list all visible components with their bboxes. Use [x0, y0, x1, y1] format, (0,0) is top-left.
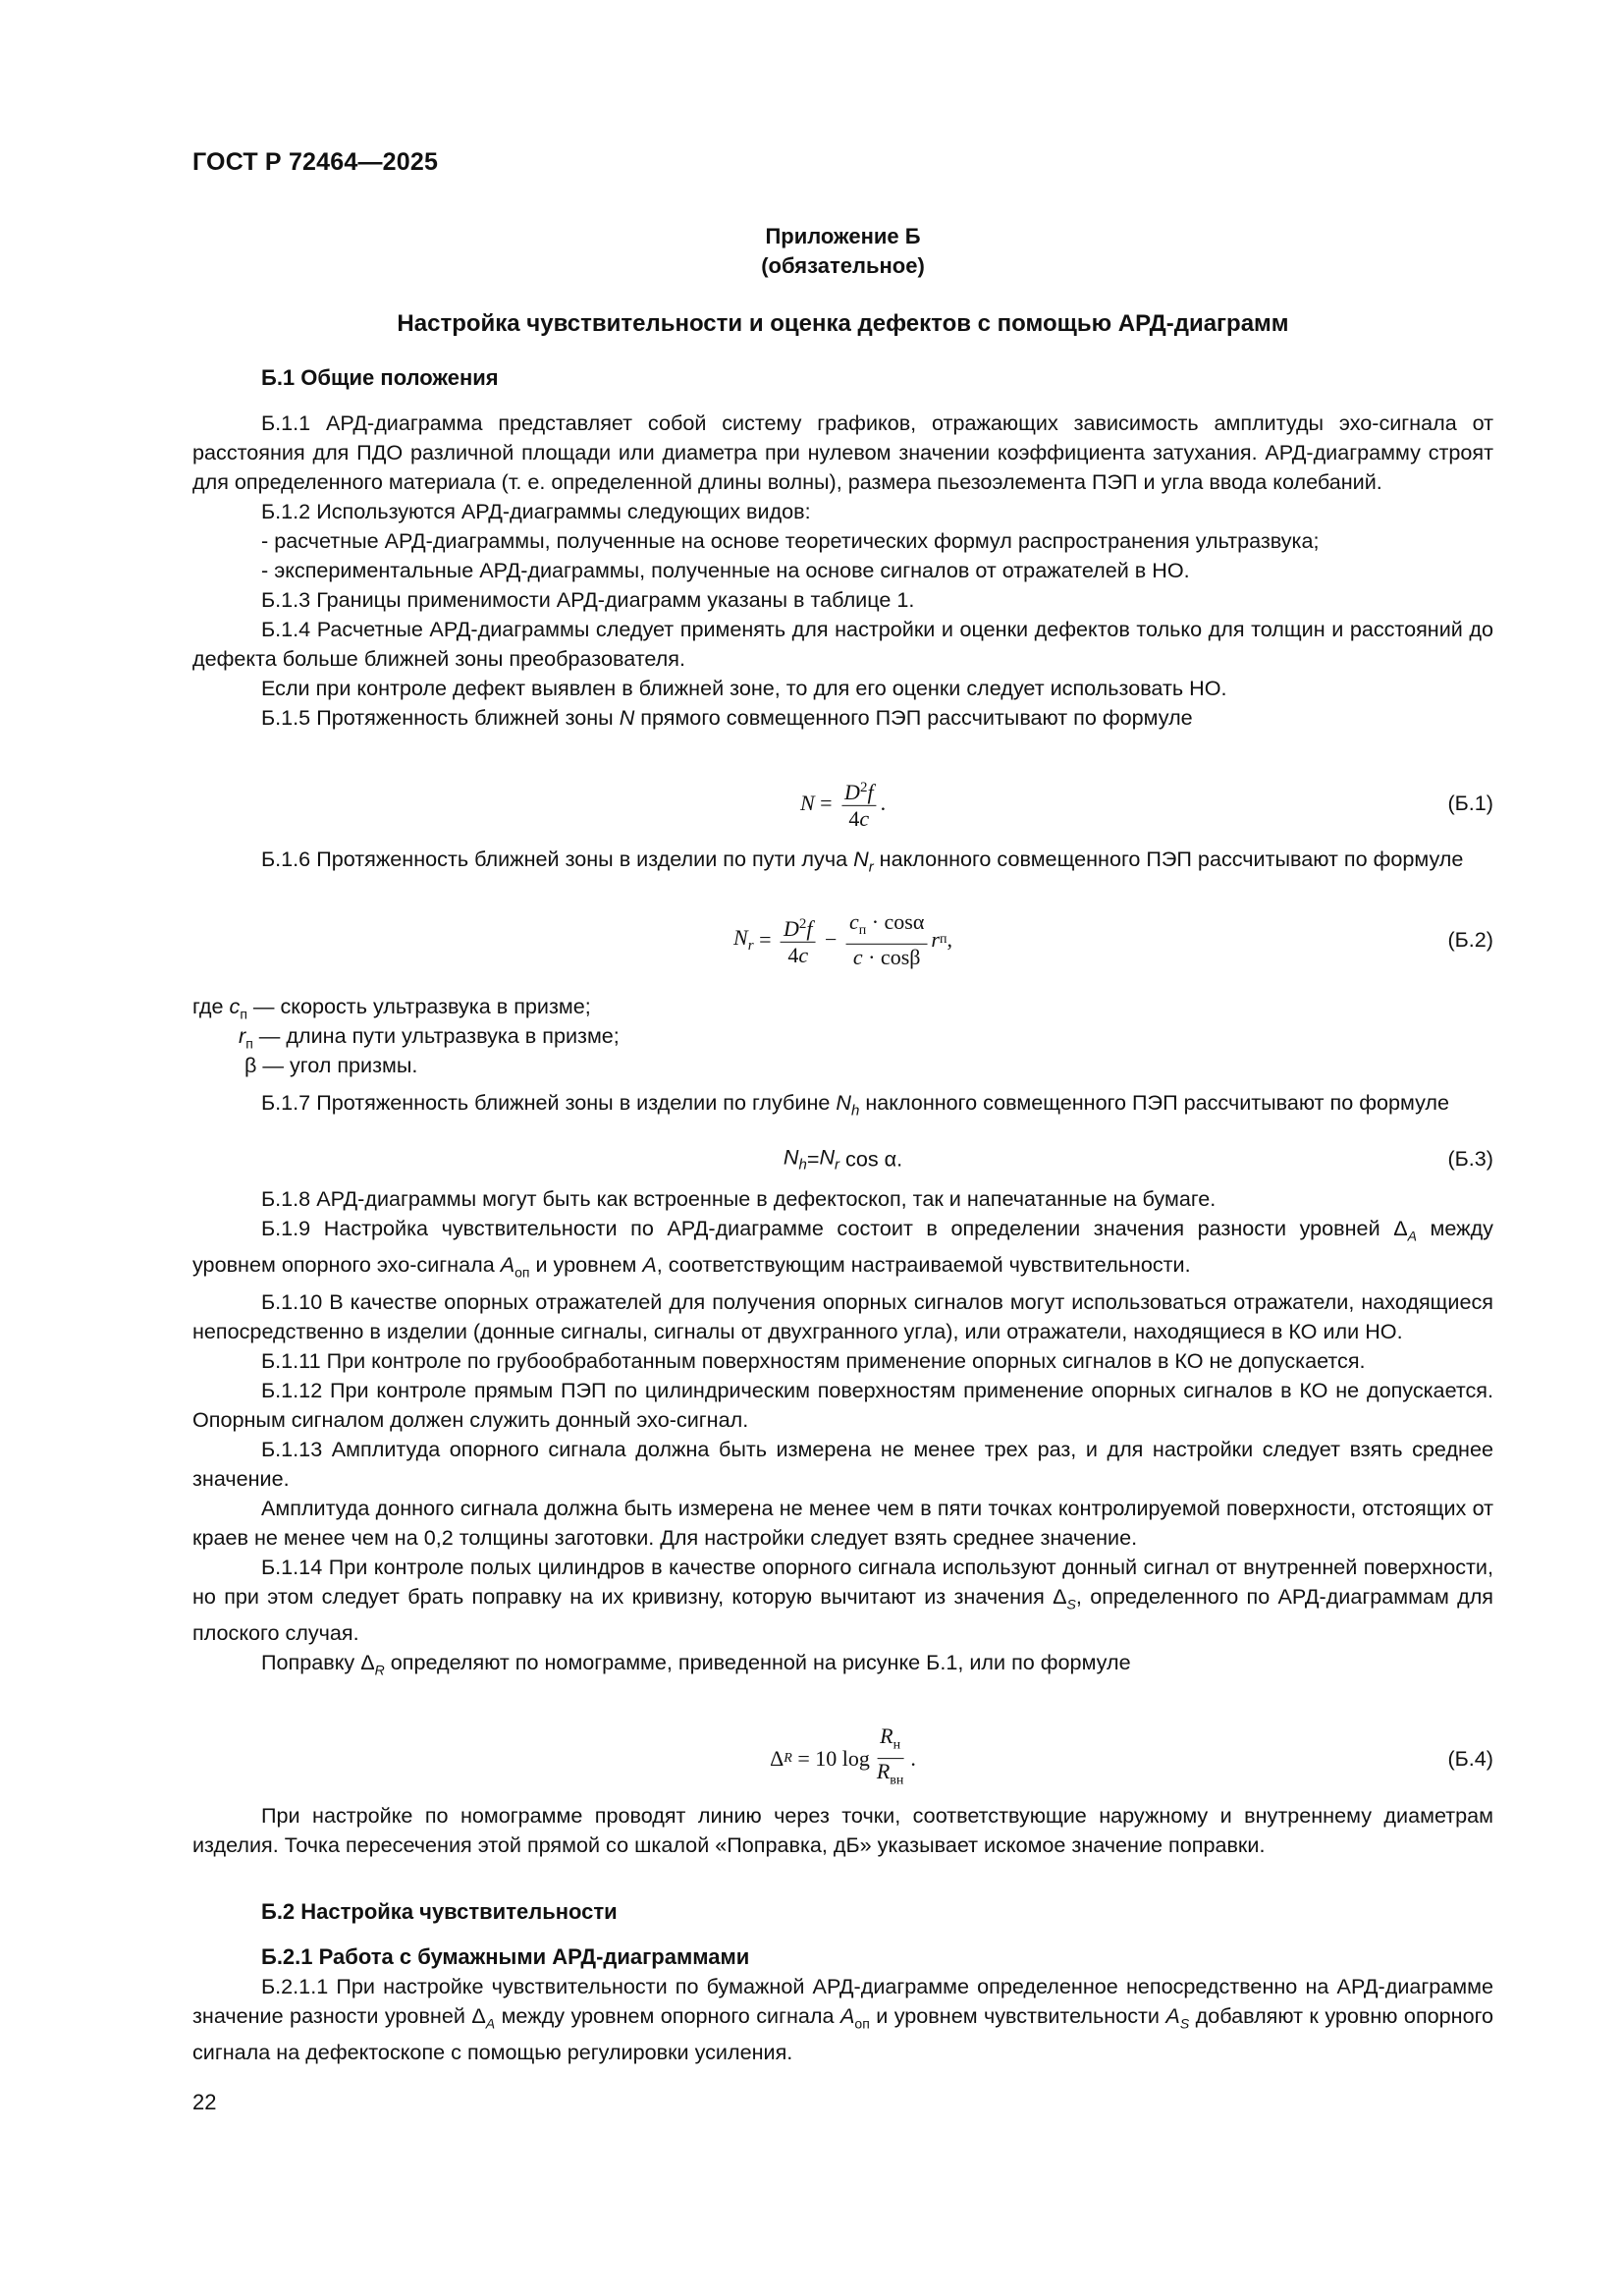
paragraph-b118: Б.1.8 АРД-диаграммы могут быть как встроенные в дефектоскоп, так и напечатанные на бумаге.: [261, 1186, 1217, 1211]
text-block-2: [192, 845, 1493, 882]
text-block-6: [192, 1972, 1493, 2067]
formula-b3: $N_h$ = $N_r$ cos α. (Б.3): [783, 1144, 1493, 1174]
list-item: - экспериментальные АРД-диаграммы, полученные на основе сигналов от отражателей в НО.: [261, 558, 1190, 582]
section-heading-b1: Б.1 Общие положения: [261, 365, 499, 390]
paragraph-b1113: Б.1.13 Амплитуда опорного сигнала должна быть измерена не менее трех раз, и для настройки следует взять среднее значение.: [192, 1436, 1493, 1491]
paragraph-b111: Б.1.1 АРД-диаграмма представляет собой систему графиков, отражающих зависимость амплитуды эхо-сигнала от расстояния для ПДО различной площади или диаметра при нулевом значении коэффициента затухания. АРД-диаграмму строят для определенного материала (т. е. определенной длины волны), размера пьезоэлемента ПЭП и угла ввода колебаний.: [192, 410, 1493, 494]
formula-b2: $N_r$ = $\frac{D^2f}{4c}$ − $\frac{c_п \cdot \cos\alpha}{c \cdot \cos\beta}$ r п , (Б.2): [733, 908, 1493, 970]
formula-number: (Б.4): [1447, 1746, 1493, 1771]
paragraph-b1111: Б.1.11 При контроле по грубообработанным поверхностям применение опорных сигналов в КО не допускается.: [261, 1347, 1366, 1373]
where-line-1: где $c_п$ — скорость ультразвука в призме;: [192, 994, 591, 1022]
paragraph-b2111: Б.2.1.1 При настройке чувствительности по бумажной АРД-диаграмме определенное непосредственно на АРД-диаграмме значение разности уровней $\Delta_A$ между уровнем опорного сигнала $A_{оп}$ и уровнем чувствительности $A_S$ добавляют к уровню опорного сигнала на дефектоскопе с помощью регулировки усиления.: [192, 1974, 1493, 2065]
paragraph-b1112: Б.1.12 При контроле прямым ПЭП по цилиндрическим поверхностям применение опорных сигналов в КО не допускается. Опорным сигналом должен служить донный эхо-сигнал.: [192, 1377, 1493, 1432]
text-block-1: [192, 409, 1493, 733]
formula-number: (Б.2): [1447, 927, 1493, 952]
paragraph-b114: Б.1.4 Расчетные АРД-диаграммы следует применять для настройки и оценки дефектов только для толщин и расстояний до дефекта больше ближней зоны преобразователя.: [192, 617, 1493, 671]
paragraph-b115: Б.1.5 Протяженность ближней зоны N прямого совмещенного ПЭП рассчитывают по формуле: [261, 705, 1193, 730]
annex-label: Приложение Б: [765, 224, 921, 248]
paragraph-b119: Б.1.9 Настройка чувствительности по АРД-диаграмме состоит в определении значения разности уровней $\Delta_A$ между уровнем опорного эхо-сигнала $A_{оп}$ и уровнем A, соответствующим настраиваемой чувствительности.: [192, 1216, 1493, 1281]
where-line-2: $r_п$ — длина пути ультразвука в призме;: [239, 1023, 620, 1052]
paragraph-b1114c: Поправку $\Delta_R$ определяют по номограмме, приведенной на рисунке Б.1, или по формуле: [261, 1649, 1131, 1678]
paragraph-b113: Б.1.3 Границы применимости АРД-диаграмм указаны в таблице 1.: [261, 587, 915, 612]
paragraph-b1114e: При настройке по номограмме проводят линию через точки, соответствующие наружному и внутреннему диаметрам изделия. Точка пересечения этой прямой со шкалой «Поправка, дБ» указывает искомое значение поправки.: [192, 1803, 1493, 1857]
page-number: 22: [192, 2090, 217, 2114]
annex-status: (обязательное): [761, 253, 925, 278]
formula-number: (Б.3): [1447, 1146, 1493, 1171]
section-heading-b2: Б.2 Настройка чувствительности: [261, 1899, 618, 1924]
list-item: - расчетные АРД-диаграммы, полученные на основе теоретических формул распространения ультразвука;: [261, 528, 1320, 553]
paragraph-b117: Б.1.7 Протяженность ближней зоны в изделии по глубине $N_h$ наклонного совмещенного ПЭП рассчитывают по формуле: [261, 1090, 1450, 1120]
paragraph-b112: Б.1.2 Используются АРД-диаграммы следующих видов:: [261, 499, 811, 523]
section-heading-b21: Б.2.1 Работа с бумажными АРД-диаграммами: [261, 1944, 750, 1969]
paragraph-b114b: Если при контроле дефект выявлен в ближней зоне, то для его оценки следует использовать НО.: [261, 676, 1227, 700]
text-block-5: [192, 1801, 1493, 1860]
formula-number: (Б.1): [1447, 791, 1493, 815]
paragraph-b1114: Б.1.14 При контроле полых цилиндров в качестве опорного сигнала используют донный сигнал от внутренней поверхности, но при этом следует брать поправку на их кривизну, которую вычитают из значения $\Delta_S$, определенного по АРД-диаграммам для плоского случая.: [192, 1554, 1493, 1645]
paragraph-b116: Б.1.6 Протяженность ближней зоны в изделии по пути луча $N_r$ наклонного совмещенного ПЭП рассчитывают по формуле: [261, 847, 1464, 876]
text-block-4: [192, 1184, 1493, 1684]
text-block-3: [192, 1088, 1493, 1125]
annex-title: Настройка чувствительности и оценка дефектов с помощью АРД-диаграмм: [397, 310, 1289, 337]
where-line-3: β — угол призмы.: [244, 1053, 418, 1077]
formula-b1: N = $\frac{D^2f}{4c}$ . (Б.1): [192, 774, 1493, 833]
formula-b4: Δ R = 10 log $\frac{R_н}{R_{вн}}$ . (Б.4): [770, 1723, 1493, 1788]
standard-header: ГОСТ Р 72464—2025: [192, 148, 439, 176]
paragraph-b1113b: Амплитуда донного сигнала должна быть измерена не менее чем в пяти точках контролируемой поверхности, отстоящих от краев не менее чем на 0,2 толщины заготовки. Для настройки следует взять среднее значение.: [192, 1495, 1493, 1550]
paragraph-b1110: Б.1.10 В качестве опорных отражателей для получения опорных сигналов могут использоваться отражатели, находящиеся непосредственно в изделии (донные сигналы, сигналы от двухгранного угла), или отражатели, находящиеся в КО или НО.: [192, 1288, 1493, 1343]
